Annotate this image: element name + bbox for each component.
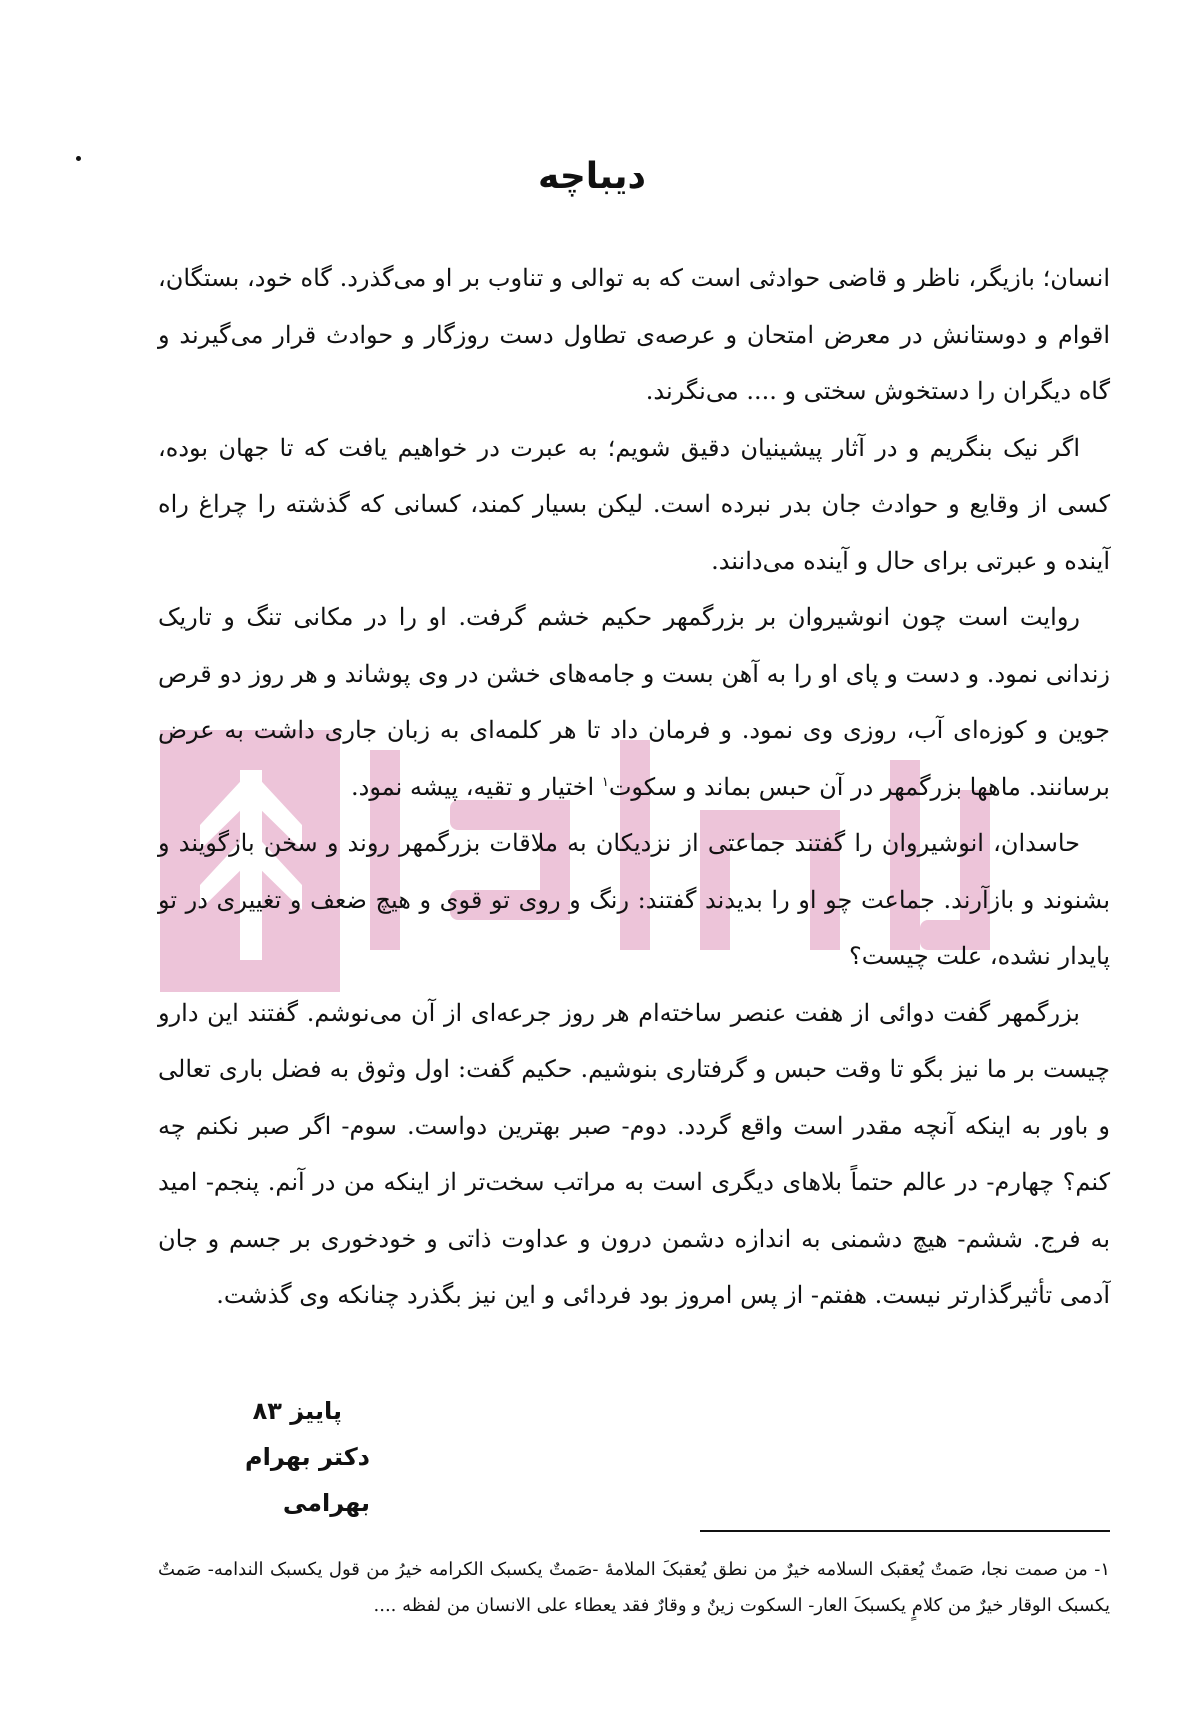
paragraph-3-text: روایت است چون انوشیروان بر بزرگمهر حکیم خشم گرفت. او را در مکانی تنگ و تاریک زندانی نمود. و دست و پای او را به آهن بست و جامه‌های خشن در وی پوشاند و هر روز دو قرص جوین و کوزه‌ای آب، روزی وی نمود. و فرمان داد تا هر کلمه‌ای به زبان جاری داشت به عرض برسانند. ماهها بزرگمهر در آن حبس بماند و سکوت (158, 603, 1110, 801)
preface-body (158, 250, 1110, 1324)
signature-date: پاییز ۸۳ (252, 1397, 342, 1425)
paragraph-4: حاسدان، انوشیروان را گفتند جماعتی از نزدیکان به ملاقات بزرگمهر روند و سخن بازگویند و بشنوند و بازآرند. جماعت چو او را بدیدند گفتند: رنگ و روی تو قوی و هیچ ضعف و تغییری در تو پایدار نشده، علت چیست؟ (158, 829, 1110, 970)
paragraph-2: اگر نیک بنگریم و در آثار پیشینیان دقیق شویم؛ به عبرت در خواهیم یافت که تا جهان بوده، کسی از وقایع و حوادث جان بدر نبرده است. لیکن بسیار کمند، کسانی که گذشته را چراغ راه آینده و عبرتی برای حال و آینده می‌دانند. (158, 433, 1110, 575)
signature-block (170, 1388, 370, 1526)
paragraph-3-continuation: اختیار و تقیه، پیشه نمود. (351, 772, 595, 801)
paragraph-3 (158, 589, 1110, 815)
signature-author: دکتر بهرام بهرامی (245, 1443, 370, 1517)
paragraph-5: بزرگمهر گفت دوائی از هفت عنصر ساخته‌ام هر روز جرعه‌ای از آن می‌نوشم. گفتند این دارو چیست بر ما نیز بگو تا وقت حبس و گرفتاری بنوشیم. حکیم گفت: اول وثوق به فضل باری تعالی و باور به اینکه آنچه مقدر است واقع گردد. دوم- صبر بهترین دواست. سوم- اگر صبر نکنم چه کنم؟ چهارم- در عالم حتماً بلاهای دیگری است به مراتب سخت‌تر از اینکه من در آنم. پنجم- امید به فرج. ششم- هیچ دشمنی به اندازه دشمن درون و عداوت ذاتی و خودخوری بر جسم و جان آدمی تأثیرگذارتر نیست. هفتم- از پس امروز بود فردائی و این نیز بگذرد چنانکه وی گذشت. (158, 998, 1110, 1309)
footnote-divider (700, 1530, 1110, 1532)
paragraph-1: انسان؛ بازیگر، ناظر و قاضی حوادثی است که به توالی و تناوب بر او می‌گذرد. گاه خود، بستگان، اقوام و دوستانش در معرض امتحان و عرصه‌ی تطاول دست روزگار و حوادث قرار می‌گیرند و گاه دیگران را دستخوش سختی و .... می‌نگرند. (158, 264, 1111, 405)
page-title: دیباچه (538, 156, 646, 197)
footnote-text: ۱- من صمت نجا، صَمتٌ یُعقبک السلامه خیرٌ من نطق یُعقبکَ الملامهٔ -صَمتٌ یکسبک الکرامه خیرُ من قول یکسبک الندامه- صَمتٌ یکسبک الوقار خیرٌ من کلامٍ یکسبکَ العار- السکوت زینٌ و وقارٌ فقد یعطاء علی الانسان من لفظه .... (158, 1559, 1110, 1616)
footnote-reference[interactable]: ۱ (601, 774, 609, 790)
